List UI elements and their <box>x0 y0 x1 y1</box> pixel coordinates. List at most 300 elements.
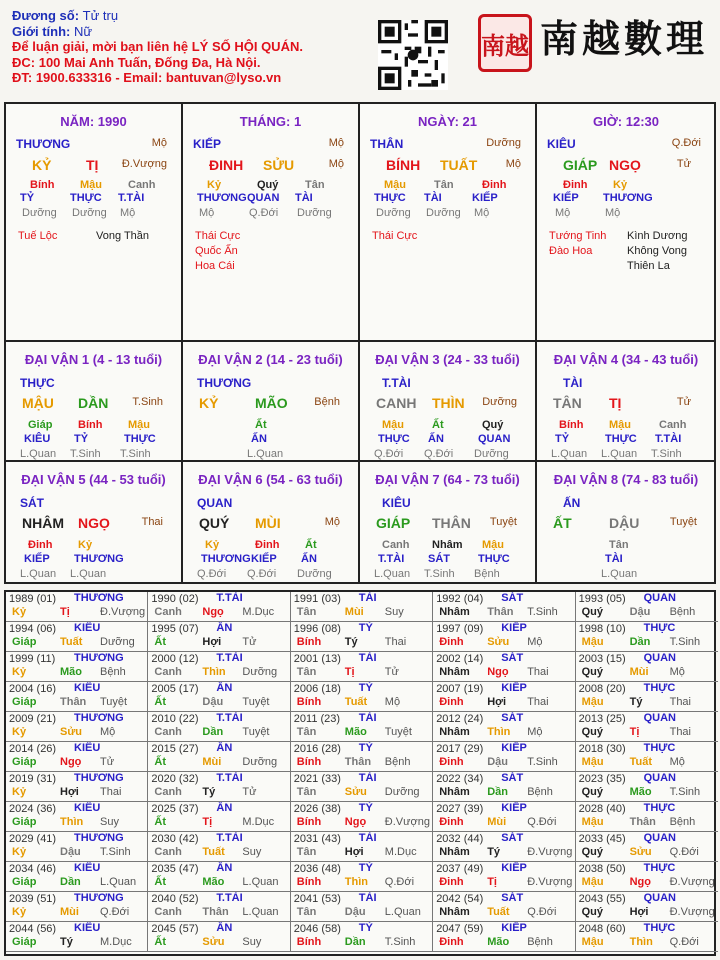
pillar-cell <box>183 104 360 342</box>
year-status: Thai <box>527 666 549 678</box>
hidden-status: Dưỡng <box>72 207 107 219</box>
hidden-status: T.Sinh <box>651 448 682 460</box>
brand-title: 南越數理 <box>540 16 709 61</box>
year-status: T.Sinh <box>100 846 131 858</box>
hidden-status: Mộ <box>120 207 136 219</box>
dai-van-cell <box>360 462 537 582</box>
year-stem: Kỷ <box>12 786 27 798</box>
year-god: TỶ <box>358 802 373 814</box>
year-branch: Sửu <box>60 726 83 738</box>
pillar-cell <box>6 104 183 342</box>
branch-status: Mộ <box>505 158 521 170</box>
year-label: 2021 (33) <box>293 773 341 785</box>
dai-van-status: Tuyệt <box>489 516 517 528</box>
year-branch: Dậu <box>487 756 508 768</box>
year-god: TÀI <box>358 892 377 904</box>
dai-van-god: THỰC <box>20 376 55 390</box>
year-god: SÁT <box>501 832 524 844</box>
year-branch: Thìn <box>60 816 84 828</box>
dai-van-stem: NHÂM <box>22 515 64 531</box>
year-cell <box>291 802 433 832</box>
year-status: M.Dục <box>100 936 132 948</box>
year-stem: Giáp <box>12 636 37 648</box>
dai-van-stem: MẬU <box>22 395 54 411</box>
year-cell <box>6 682 148 712</box>
year-label: 2048 (60) <box>578 923 626 935</box>
pillar-title: THÁNG: 1 <box>239 114 302 129</box>
year-god: KIẾP <box>501 622 527 634</box>
god-right: Mộ <box>151 137 167 149</box>
year-god: THƯƠNG <box>74 652 124 664</box>
hidden-god: THỰC <box>70 192 102 204</box>
god-left: KIẾP <box>193 137 222 151</box>
year-branch: Mùi <box>487 816 507 828</box>
year-stem: Bính <box>296 876 322 888</box>
year-status: Tuyệt <box>242 726 270 738</box>
year-god: TÀI <box>358 712 377 724</box>
year-status: Tử <box>242 786 257 798</box>
year-stem: Ất <box>154 696 166 708</box>
year-branch: Ngọ <box>629 876 651 888</box>
hidden-status: Dưỡng <box>474 448 509 460</box>
dai-van-branch: MÃO <box>255 395 288 411</box>
year-label: 2018 (30) <box>578 743 626 755</box>
pillar-title: NGÀY: 21 <box>418 114 477 129</box>
year-god: QUAN <box>643 892 676 904</box>
hidden-status: L.Quan <box>70 568 107 580</box>
year-god: SÁT <box>501 892 524 904</box>
year-cell <box>6 892 148 922</box>
hidden-status: Bệnh <box>474 568 500 580</box>
dai-van-god: ẤN <box>563 496 581 510</box>
year-status: Bệnh <box>669 816 696 828</box>
year-status: Suy <box>242 936 262 948</box>
dai-van-title: ĐẠI VẬN 6 (54 - 63 tuổi) <box>198 472 343 487</box>
hidden-stem: Mậu <box>382 419 404 431</box>
year-label: 2030 (42) <box>151 833 199 845</box>
year-branch: Tý <box>487 846 501 858</box>
year-cell <box>576 712 718 742</box>
hidden-status: Dưỡng <box>297 568 332 580</box>
year-stem: Ất <box>154 816 166 828</box>
year-branch: Tị <box>202 816 213 828</box>
year-label: 2020 (32) <box>151 773 199 785</box>
year-stem: Nhâm <box>439 726 470 738</box>
year-cell <box>291 682 433 712</box>
heavenly-stem: KỶ <box>32 157 52 173</box>
hidden-status: T.Sinh <box>70 448 101 460</box>
hidden-stem: Tân <box>434 179 454 191</box>
hidden-status: T.Sinh <box>120 448 151 460</box>
year-cell <box>6 862 148 892</box>
star-right: Thiên La <box>627 260 670 272</box>
year-god: TÀI <box>358 772 377 784</box>
year-branch: Tị <box>60 606 70 618</box>
year-branch: Dậu <box>60 846 81 858</box>
dai-van-cell <box>183 342 360 462</box>
dai-van-branch: NGỌ <box>78 515 110 531</box>
dai-van-stem: ẤT <box>553 515 572 531</box>
year-cell <box>148 742 290 772</box>
year-branch: Mão <box>202 876 225 888</box>
branch-status: Đ.Vượng <box>121 158 167 170</box>
hidden-status: Mộ <box>605 207 621 219</box>
year-branch: Dậu <box>344 906 366 918</box>
hidden-god: THỰC <box>378 433 410 445</box>
year-cell <box>576 862 718 892</box>
year-label: 2033 (45) <box>578 833 626 845</box>
year-label: 1995 (07) <box>151 623 199 635</box>
year-status: L.Quan <box>384 906 421 918</box>
year-god: QUAN <box>643 592 676 604</box>
year-branch: Hợi <box>344 846 364 858</box>
pillar-title: GIỜ: 12:30 <box>592 114 659 129</box>
hidden-god: THỰC <box>478 553 510 565</box>
seal-stamp: 南越 <box>478 14 532 72</box>
year-cell <box>291 742 433 772</box>
year-god: THỰC <box>643 922 676 934</box>
year-stem: Tân <box>296 786 317 798</box>
year-stem: Ất <box>154 876 166 888</box>
year-stem: Bính <box>296 756 322 768</box>
dai-van-branch: DẬU <box>609 515 640 531</box>
hidden-stem: Giáp <box>28 419 53 431</box>
year-label: 2028 (40) <box>578 803 626 815</box>
year-status: Tuyệt <box>384 726 412 738</box>
year-label: 2041 (53) <box>293 893 341 905</box>
year-status: Thai <box>384 636 407 648</box>
year-status: Đ.Vượng <box>669 906 715 918</box>
year-label: 2004 (16) <box>9 683 57 695</box>
year-branch: Dần <box>60 876 81 888</box>
year-stem: Giáp <box>12 876 37 888</box>
year-label: 2008 (20) <box>578 683 626 695</box>
dai-van-cell <box>360 342 537 462</box>
heavenly-stem: BÍNH <box>386 157 421 173</box>
hidden-god: TỶ <box>20 192 35 204</box>
year-stem: Tân <box>296 726 317 738</box>
hidden-status: L.Quan <box>551 448 588 460</box>
hidden-status: Mộ <box>555 207 571 219</box>
hidden-status: L.Quan <box>20 448 57 460</box>
year-cell <box>433 922 575 952</box>
year-stem: Quý <box>581 726 603 738</box>
god-right: Dưỡng <box>486 137 521 149</box>
year-branch: Thìn <box>629 936 653 948</box>
year-stem: Kỷ <box>12 846 27 858</box>
year-stem: Giáp <box>12 816 37 828</box>
year-status: Đ.Vượng <box>384 816 430 828</box>
year-label: 2036 (48) <box>293 863 341 875</box>
year-god: QUAN <box>643 832 676 844</box>
hidden-stem: Mậu <box>384 179 406 191</box>
year-label: 2047 (59) <box>436 923 484 935</box>
year-label: 2017 (29) <box>436 743 484 755</box>
year-cell <box>433 682 575 712</box>
year-cell <box>148 712 290 742</box>
year-god: SÁT <box>501 592 524 604</box>
year-branch: Tị <box>629 726 640 738</box>
year-stem: Nhâm <box>439 666 470 678</box>
year-stem: Kỷ <box>12 906 27 918</box>
year-label: 2029 (41) <box>9 833 57 845</box>
year-status: Dưỡng <box>100 636 135 648</box>
hidden-stem: Mậu <box>80 179 102 191</box>
year-status: Q.Đới <box>384 876 415 888</box>
dai-van-cell <box>537 462 715 582</box>
hidden-god: THỰC <box>374 192 406 204</box>
year-branch: Ngọ <box>202 606 224 618</box>
year-god: KIẾP <box>501 742 527 754</box>
year-label: 2007 (19) <box>436 683 484 695</box>
year-status: Thai <box>527 696 549 708</box>
year-cell <box>291 922 433 952</box>
year-label: 2027 (39) <box>436 803 484 815</box>
year-label: 2006 (18) <box>293 683 341 695</box>
year-stem: Bính <box>296 936 322 948</box>
year-label: 1993 (05) <box>578 593 626 605</box>
hidden-god: THỰC <box>605 433 637 445</box>
address-line: ĐC: 100 Mai Anh Tuấn, Đống Đa, Hà Nội. <box>12 54 261 70</box>
dai-van-title: ĐẠI VẬN 7 (64 - 73 tuổi) <box>375 472 520 487</box>
year-stem: Quý <box>581 846 603 858</box>
year-god: SÁT <box>501 712 524 724</box>
dai-van-status: Tử <box>676 396 691 408</box>
year-branch: Dần <box>202 726 224 738</box>
hidden-god: THƯƠNG <box>201 553 251 565</box>
year-cell <box>148 682 290 712</box>
year-cell <box>291 652 433 682</box>
hidden-stem: Tân <box>305 179 325 191</box>
year-god: KIÊU <box>74 802 101 814</box>
hidden-status: L.Quan <box>20 568 57 580</box>
hidden-status: T.Sinh <box>424 568 455 580</box>
year-stem: Đinh <box>439 816 464 828</box>
year-branch: Mão <box>344 726 367 738</box>
god-left: THƯƠNG <box>16 137 71 151</box>
year-cell <box>6 772 148 802</box>
year-branch: Tị <box>487 876 497 888</box>
year-cell <box>6 622 148 652</box>
year-stem: Bính <box>296 816 322 828</box>
hidden-stem: Bính <box>78 419 103 431</box>
year-cell <box>433 832 575 862</box>
year-status: Q.Đới <box>669 936 699 948</box>
year-cell <box>6 592 148 622</box>
year-god: KIẾP <box>501 802 527 814</box>
year-status: Tử <box>242 636 257 648</box>
year-cell <box>291 862 433 892</box>
hidden-status: Mộ <box>474 207 490 219</box>
year-god: KIẾP <box>501 682 527 694</box>
star-right: Không Vong <box>627 245 687 257</box>
year-branch: Hợi <box>629 906 649 918</box>
hidden-god: ẤN <box>301 553 317 565</box>
year-cell <box>148 922 290 952</box>
year-branch: Mùi <box>202 756 222 768</box>
year-stem: Canh <box>154 606 182 618</box>
dai-van-status: Dưỡng <box>482 396 517 408</box>
year-cell <box>576 802 718 832</box>
hidden-god: T.TÀI <box>378 553 405 565</box>
star-left: Tuế Lộc <box>18 230 58 242</box>
star-left: Thái Cực <box>372 230 418 242</box>
year-cell <box>148 832 290 862</box>
year-status: Dưỡng <box>242 666 278 678</box>
year-cell <box>576 922 718 952</box>
star-left: Tướng Tinh <box>549 230 607 242</box>
year-god: TỶ <box>358 922 373 934</box>
year-god: THƯƠNG <box>74 712 124 724</box>
dai-van-cell <box>537 342 715 462</box>
year-stem: Đinh <box>439 756 464 768</box>
year-branch: Thân <box>202 906 229 918</box>
year-status: Suy <box>384 606 404 618</box>
dai-van-status: Bệnh <box>314 396 340 408</box>
hidden-stem: Nhâm <box>432 539 463 551</box>
year-god: THỰC <box>643 622 676 634</box>
earthly-branch: NGỌ <box>609 157 641 173</box>
dai-van-cell <box>183 462 360 582</box>
year-god: KIÊU <box>74 922 101 934</box>
dai-van-title: ĐẠI VẬN 2 (14 - 23 tuổi) <box>198 352 343 367</box>
earthly-branch: TỊ <box>86 157 99 173</box>
year-label: 1998 (10) <box>578 623 626 635</box>
hidden-stem: Ất <box>305 539 317 551</box>
earthly-branch: SỬU <box>263 157 295 173</box>
year-branch: Hợi <box>60 786 79 798</box>
year-branch: Tị <box>344 666 355 678</box>
year-stem: Giáp <box>12 756 37 768</box>
year-branch: Sửu <box>629 846 652 858</box>
year-cell <box>6 832 148 862</box>
year-status: Đ.Vượng <box>100 606 146 618</box>
hidden-stem: Canh <box>382 539 410 551</box>
year-branch: Sửu <box>202 936 225 948</box>
hidden-status: Q.Đới <box>424 448 454 460</box>
year-god: ẤN <box>216 802 233 814</box>
year-branch: Dậu <box>629 606 651 618</box>
year-label: 1996 (08) <box>293 623 341 635</box>
dai-van-stem: TÂN <box>553 395 582 411</box>
year-god: KIÊU <box>74 862 101 874</box>
year-status: M.Dục <box>242 816 275 828</box>
hidden-god: TÀI <box>424 192 442 204</box>
dai-van-stem: GIÁP <box>376 515 411 531</box>
dai-van-god: T.TÀI <box>382 376 411 390</box>
year-god: KIẾP <box>501 922 527 934</box>
hidden-god: THỰC <box>124 433 156 445</box>
year-stem: Mậu <box>581 876 604 888</box>
hidden-stem: Đinh <box>482 179 507 191</box>
year-god: TỶ <box>358 862 373 874</box>
year-stem: Kỷ <box>12 606 27 618</box>
year-stem: Tân <box>296 846 317 858</box>
year-label: 1992 (04) <box>436 593 484 605</box>
year-status: Đ.Vượng <box>527 846 573 858</box>
year-god: THƯƠNG <box>74 772 124 784</box>
year-branch: Ngọ <box>344 816 367 828</box>
year-stem: Ất <box>154 936 166 948</box>
year-branch: Mùi <box>344 606 364 618</box>
hidden-status: Q.Đới <box>247 568 277 580</box>
year-god: KIẾP <box>501 862 527 874</box>
year-cell <box>433 712 575 742</box>
year-stem: Quý <box>581 786 603 798</box>
god-right: Mộ <box>328 137 344 149</box>
hidden-god: TỶ <box>555 433 570 445</box>
year-stem: Nhâm <box>439 846 470 858</box>
hidden-stem: Kỷ <box>207 179 222 191</box>
year-stem: Ất <box>154 756 166 768</box>
year-god: TÀI <box>358 592 377 604</box>
year-god: TÀI <box>358 652 377 664</box>
year-status: Thai <box>669 726 691 738</box>
year-stem: Mậu <box>581 636 604 648</box>
year-status: Dưỡng <box>384 786 420 798</box>
year-status: T.Sinh <box>384 936 416 948</box>
year-stem: Canh <box>154 846 182 858</box>
gender-line: Giới tính: Nữ <box>12 23 93 39</box>
year-branch: Tý <box>344 636 358 648</box>
year-cell <box>148 892 290 922</box>
dai-van-status: T.Sinh <box>132 396 163 408</box>
hidden-stem: Canh <box>128 179 156 191</box>
god-right: Q.Đới <box>671 137 701 149</box>
dai-van-branch: MÙI <box>255 515 281 531</box>
dai-van-status: Thai <box>141 516 163 528</box>
year-branch: Tý <box>202 786 216 798</box>
dai-van-title: ĐẠI VẬN 3 (24 - 33 tuổi) <box>375 352 520 367</box>
hidden-status: Q.Đới <box>197 568 227 580</box>
year-cell <box>6 922 148 952</box>
year-cell <box>291 772 433 802</box>
hidden-stem: Kỷ <box>205 539 220 551</box>
hidden-god: KIẾP <box>24 553 50 565</box>
year-stem: Đinh <box>439 696 464 708</box>
year-label: 2023 (35) <box>578 773 626 785</box>
year-stem: Giáp <box>12 936 37 948</box>
hidden-stem: Đinh <box>255 539 280 551</box>
year-label: 1994 (06) <box>9 623 57 635</box>
year-god: T.TÀI <box>216 832 243 844</box>
year-status: Q.Đới <box>100 906 130 918</box>
year-branch: Thân <box>487 606 514 618</box>
year-cell <box>433 802 575 832</box>
year-cell <box>433 742 575 772</box>
branch-status: Tử <box>676 158 691 170</box>
year-branch: Tuất <box>202 846 225 858</box>
year-branch: Tuất <box>344 696 368 708</box>
year-label: 2001 (13) <box>293 653 341 665</box>
hidden-stem: Mậu <box>609 419 631 431</box>
hidden-stem: Mậu <box>128 419 150 431</box>
year-status: Dưỡng <box>242 756 278 768</box>
dai-van-title: ĐẠI VẬN 1 (4 - 13 tuổi) <box>24 352 163 367</box>
year-stem: Canh <box>154 906 182 918</box>
year-god: QUAN <box>643 712 676 724</box>
hidden-status: Dưỡng <box>426 207 461 219</box>
year-label: 2016 (28) <box>293 743 341 755</box>
heavenly-stem: ĐINH <box>209 157 244 173</box>
year-branch: Dậu <box>202 696 224 708</box>
year-cell <box>291 712 433 742</box>
year-label: 1989 (01) <box>9 593 57 605</box>
hidden-god: THƯƠNG <box>197 192 247 204</box>
year-cell <box>291 892 433 922</box>
year-branch: Mão <box>60 666 82 678</box>
year-label: 1991 (03) <box>293 593 341 605</box>
